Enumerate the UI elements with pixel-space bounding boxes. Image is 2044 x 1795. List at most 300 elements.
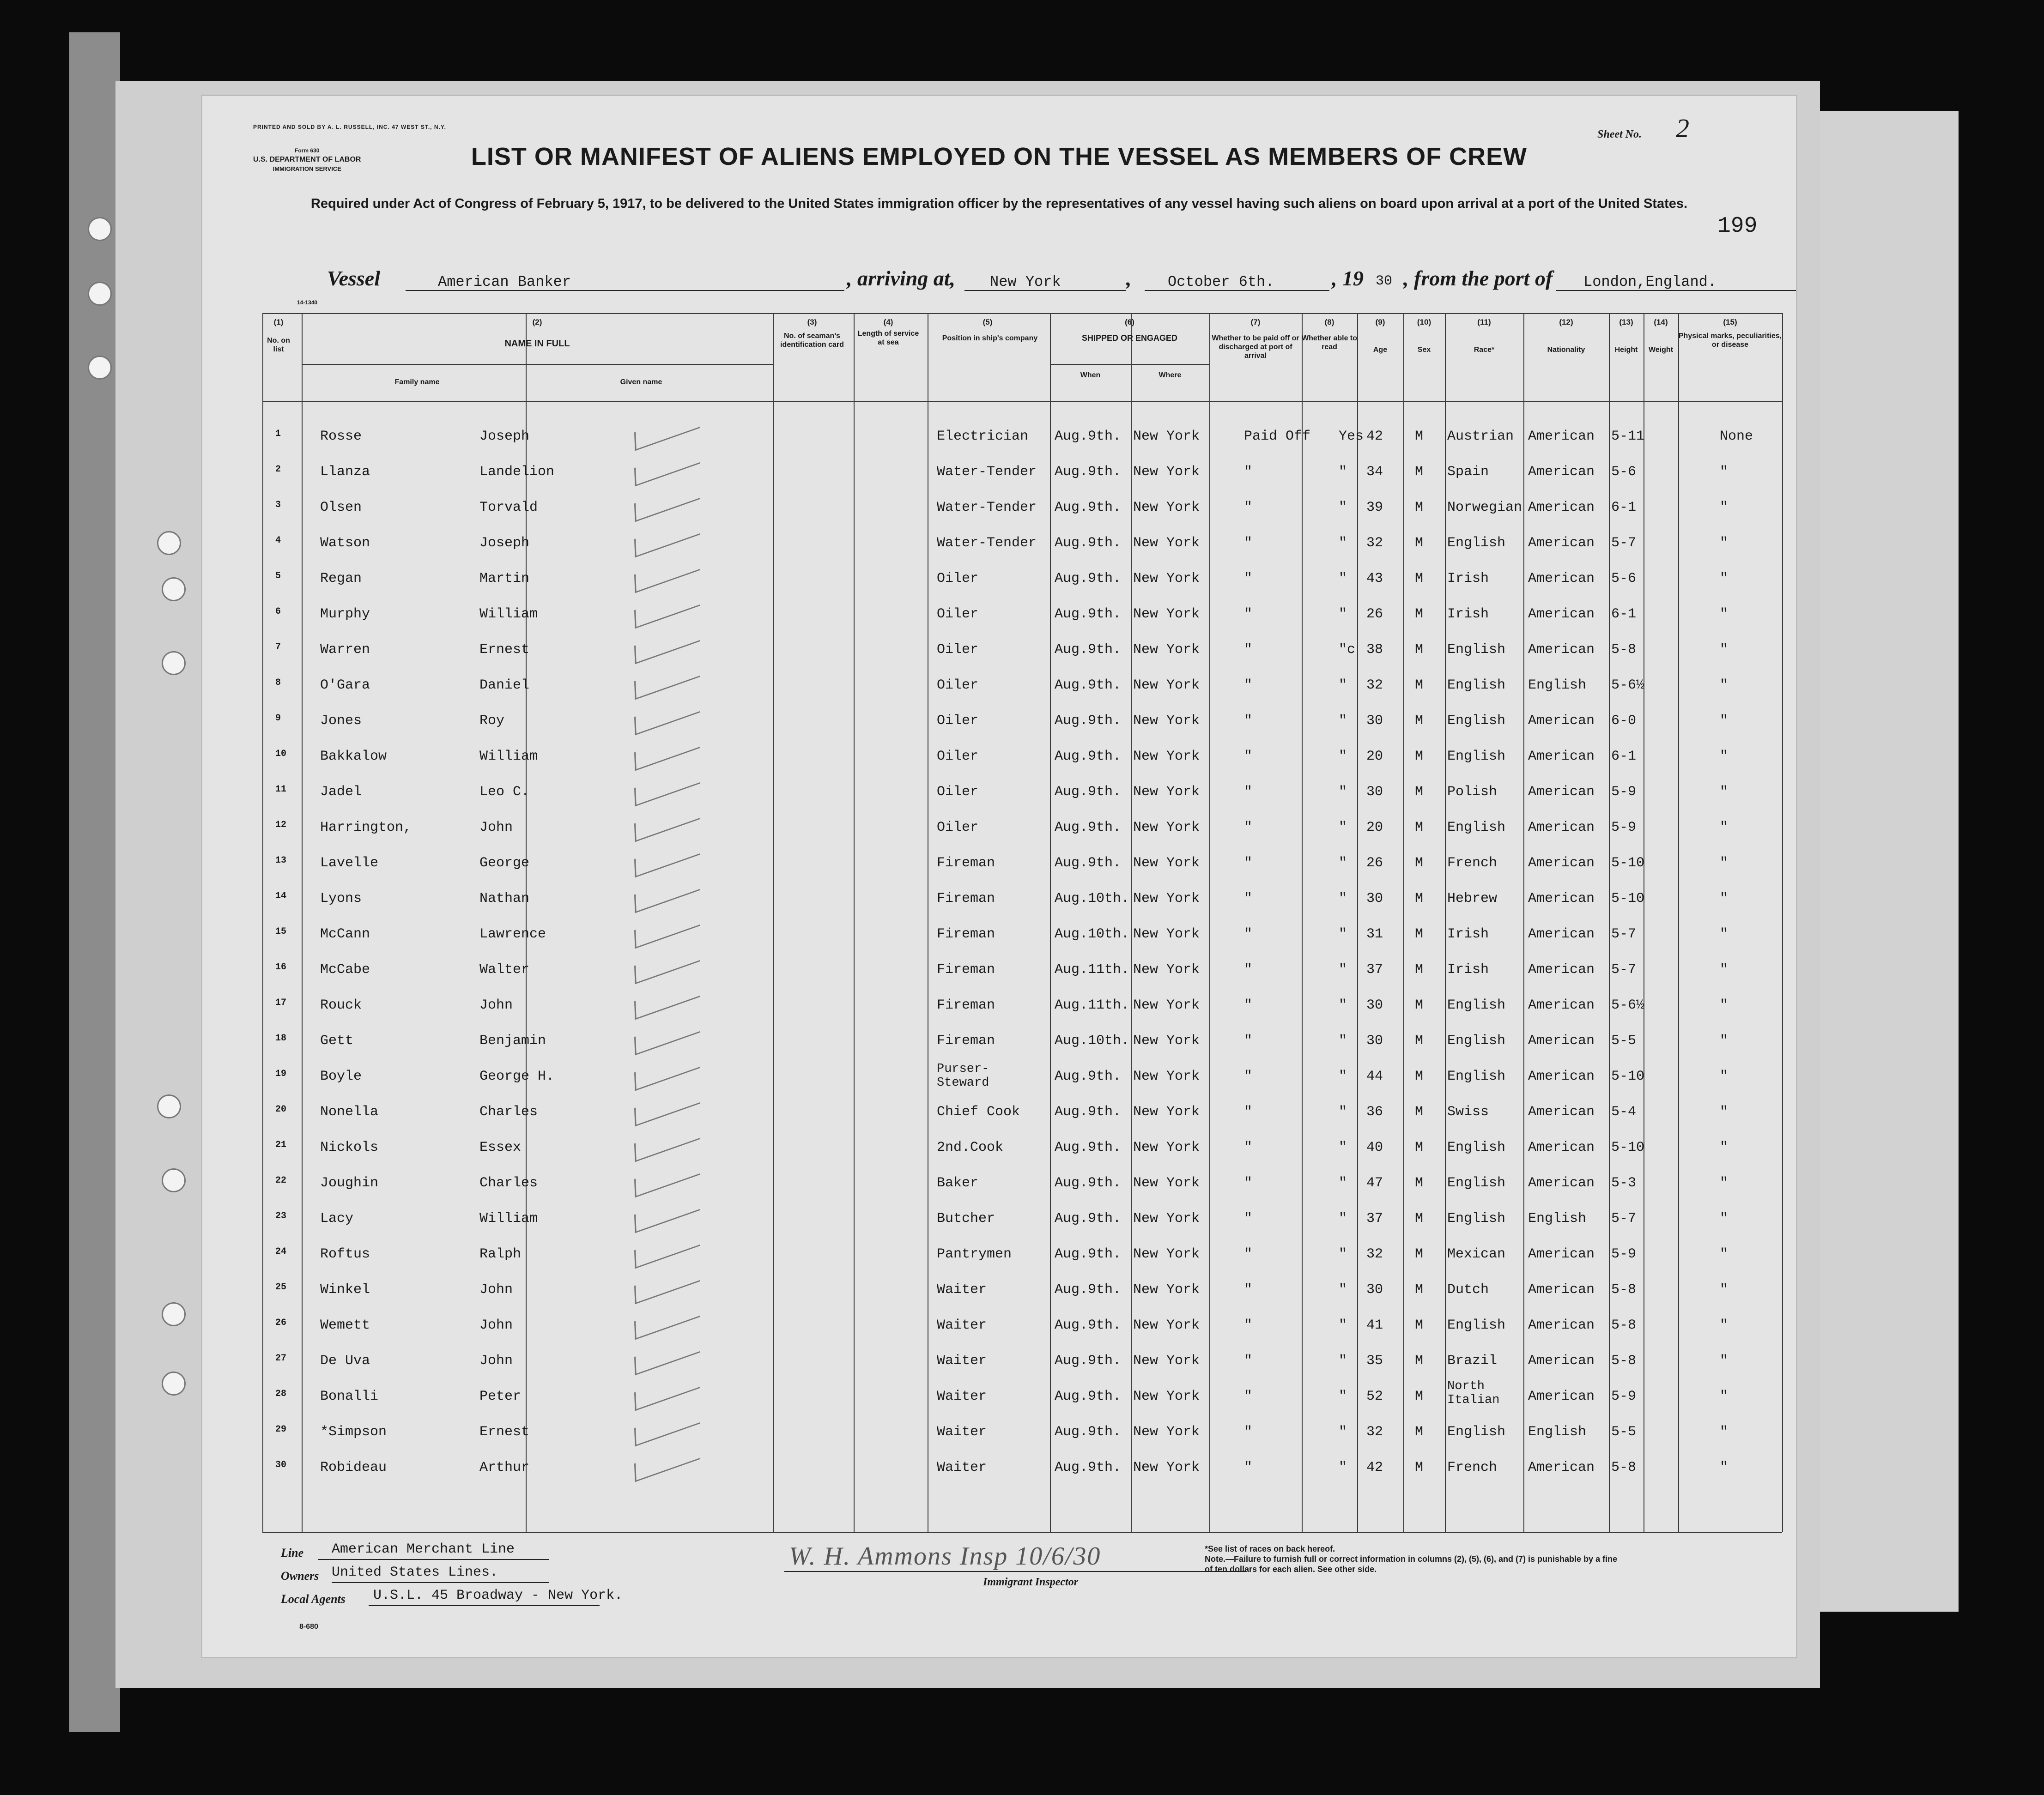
agents-label: Local Agents	[281, 1592, 346, 1606]
col1-number: (1)	[273, 318, 284, 326]
cell-shipped-when: Aug.9th.	[1055, 1104, 1122, 1120]
punch-hole	[162, 577, 186, 601]
cell-row-number: 6	[275, 606, 281, 617]
cell-position: Water-Tender	[937, 500, 1037, 515]
cell-given-name: Ernest	[479, 1424, 530, 1440]
cell-paid-off: "	[1244, 677, 1253, 693]
cell-paid-off: "	[1244, 1424, 1253, 1440]
cell-paid-off: "	[1244, 535, 1253, 551]
cell-shipped-where: New York	[1133, 606, 1200, 622]
grid-hline	[262, 313, 1782, 314]
cell-given-name: Charles	[479, 1175, 538, 1191]
cell-sex: M	[1415, 1460, 1424, 1475]
cell-height: 5-10	[1611, 891, 1645, 907]
cell-able-to-read: "	[1339, 1104, 1347, 1120]
cell-age: 26	[1366, 855, 1383, 871]
col6-number: (6)	[1125, 318, 1134, 326]
col8-header: Whether able to read	[1302, 334, 1358, 351]
table-row	[202, 1348, 1796, 1383]
cell-height: 5-8	[1611, 1460, 1637, 1475]
table-row	[202, 1379, 1796, 1418]
table-row	[202, 886, 1796, 920]
cell-race: English	[1447, 535, 1506, 551]
cell-able-to-read: "	[1339, 962, 1347, 978]
form-reference: Form 630	[295, 147, 320, 154]
cell-given-name: Roy	[479, 713, 505, 729]
cell-nationality: American	[1528, 926, 1595, 942]
cell-position: Waiter	[937, 1424, 987, 1440]
cell-shipped-where: New York	[1133, 820, 1200, 835]
cell-family-name: O'Gara	[320, 677, 370, 693]
line-value: American Merchant Line	[332, 1541, 515, 1557]
cell-race: Swiss	[1447, 1104, 1489, 1120]
punch-hole	[88, 356, 112, 380]
col10-header: Sex	[1417, 346, 1431, 354]
cell-height: 5-8	[1611, 1282, 1637, 1298]
table-row	[202, 815, 1796, 849]
cell-family-name: Lacy	[320, 1211, 354, 1227]
col2-header: NAME IN FULL	[504, 338, 570, 349]
cell-family-name: Harrington,	[320, 820, 412, 835]
cell-nationality: American	[1528, 1140, 1595, 1155]
col14-number: (14)	[1654, 318, 1668, 326]
cell-able-to-read: "c	[1339, 642, 1356, 658]
table-row	[202, 851, 1796, 885]
cell-nationality: American	[1528, 855, 1595, 871]
cell-physical-marks: "	[1720, 713, 1729, 729]
cell-height: 5-8	[1611, 642, 1637, 658]
cell-given-name: William	[479, 1211, 538, 1227]
table-row	[202, 637, 1796, 671]
cell-age: 44	[1366, 1069, 1383, 1084]
cell-able-to-read: "	[1339, 1389, 1347, 1404]
cell-shipped-where: New York	[1133, 962, 1200, 978]
cell-shipped-when: Aug.9th.	[1055, 1353, 1122, 1369]
cell-height: 6-1	[1611, 606, 1637, 622]
cell-row-number: 21	[275, 1140, 287, 1150]
cell-height: 5-7	[1611, 535, 1637, 551]
cell-physical-marks: "	[1720, 464, 1729, 480]
cell-given-name: George	[479, 855, 530, 871]
col4-header: Length of service at sea	[857, 330, 919, 346]
cell-age: 30	[1366, 891, 1383, 907]
cell-race: Irish	[1447, 962, 1489, 978]
cell-given-name: Martin	[479, 571, 530, 586]
cell-nationality: American	[1528, 1246, 1595, 1262]
cell-able-to-read: "	[1339, 500, 1347, 515]
table-row	[202, 922, 1796, 956]
cell-position: Waiter	[937, 1460, 987, 1475]
cell-race: Brazil	[1447, 1353, 1498, 1369]
cell-shipped-when: Aug.9th.	[1055, 713, 1122, 729]
cell-family-name: Wemett	[320, 1318, 370, 1333]
cell-shipped-where: New York	[1133, 1175, 1200, 1191]
cell-position: Oiler	[937, 606, 979, 622]
footnote-penalty: Note.—Failure to furnish full or correct information in columns (2), (5), (6), and (7) is punishable by a fine of ten dollars for each alien. See other side.	[1205, 1554, 1618, 1574]
cell-family-name: Regan	[320, 571, 362, 586]
cell-family-name: *Simpson	[320, 1424, 387, 1440]
cell-nationality: American	[1528, 784, 1595, 800]
cell-family-name: Joughin	[320, 1175, 379, 1191]
table-row	[202, 1277, 1796, 1311]
table-row	[202, 1313, 1796, 1347]
cell-able-to-read: "	[1339, 855, 1347, 871]
vessel-label: Vessel	[327, 266, 380, 290]
cell-position: Oiler	[937, 713, 979, 729]
table-row	[202, 1455, 1796, 1489]
cell-family-name: Bonalli	[320, 1389, 379, 1404]
cell-paid-off: "	[1244, 606, 1253, 622]
cell-age: 32	[1366, 535, 1383, 551]
cell-shipped-where: New York	[1133, 926, 1200, 942]
cell-position: Pantrymen	[937, 1246, 1012, 1262]
cell-shipped-where: New York	[1133, 677, 1200, 693]
cell-position: Waiter	[937, 1318, 987, 1333]
cell-given-name: Arthur	[479, 1460, 530, 1475]
footnote	[1205, 1544, 1620, 1574]
cell-position: Oiler	[937, 820, 979, 835]
cell-sex: M	[1415, 1424, 1424, 1440]
cell-shipped-where: New York	[1133, 784, 1200, 800]
cell-nationality: American	[1528, 464, 1595, 480]
cell-shipped-where: New York	[1133, 891, 1200, 907]
cell-able-to-read: "	[1339, 1353, 1347, 1369]
cell-age: 20	[1366, 749, 1383, 764]
vessel-line: Vessel American Banker , arriving at, New York , October 6th. , 19 30 , from the port of London,England.	[202, 266, 1796, 298]
cell-race: Austrian	[1447, 429, 1514, 444]
cell-height: 6-0	[1611, 713, 1637, 729]
cell-sex: M	[1415, 1033, 1424, 1049]
cell-height: 5-7	[1611, 926, 1637, 942]
cell-family-name: Llanza	[320, 464, 370, 480]
cell-height: 5-9	[1611, 820, 1637, 835]
cell-able-to-read: "	[1339, 1069, 1347, 1084]
cell-physical-marks: "	[1720, 1389, 1729, 1404]
cell-physical-marks: "	[1720, 820, 1729, 835]
cell-row-number: 3	[275, 500, 281, 510]
cell-given-name: William	[479, 606, 538, 622]
cell-race: Polish	[1447, 784, 1498, 800]
arriving-port: New York	[990, 273, 1061, 290]
cell-position: Oiler	[937, 677, 979, 693]
cell-physical-marks: "	[1720, 571, 1729, 586]
table-row	[202, 531, 1796, 565]
cell-race: Irish	[1447, 571, 1489, 586]
cell-age: 35	[1366, 1353, 1383, 1369]
cell-height: 5-9	[1611, 1246, 1637, 1262]
footnote-races: *See list of races on back hereof.	[1205, 1544, 1335, 1553]
cell-age: 39	[1366, 500, 1383, 515]
cell-sex: M	[1415, 713, 1424, 729]
cell-paid-off: "	[1244, 1033, 1253, 1049]
cell-nationality: English	[1528, 1424, 1587, 1440]
col9-header: Age	[1373, 346, 1388, 354]
cell-able-to-read: "	[1339, 713, 1347, 729]
cell-paid-off: "	[1244, 1211, 1253, 1227]
cell-physical-marks: "	[1720, 1033, 1729, 1049]
from-label: , from the port of	[1403, 266, 1553, 290]
cell-physical-marks: "	[1720, 677, 1729, 693]
cell-race: English	[1447, 1211, 1506, 1227]
cell-position: Oiler	[937, 571, 979, 586]
inspector-label: Immigrant Inspector	[983, 1576, 1079, 1588]
cell-family-name: McCabe	[320, 962, 370, 978]
col2-number: (2)	[532, 318, 542, 326]
cell-height: 5-6½	[1611, 997, 1645, 1013]
cell-given-name: Essex	[479, 1140, 522, 1155]
col10-number: (10)	[1417, 318, 1431, 326]
cell-age: 31	[1366, 926, 1383, 942]
cell-able-to-read: "	[1339, 1211, 1347, 1227]
cell-family-name: Murphy	[320, 606, 370, 622]
cell-paid-off: "	[1244, 1175, 1253, 1191]
cell-position: Butcher	[937, 1211, 995, 1227]
cell-position: Fireman	[937, 1033, 995, 1049]
cell-physical-marks: "	[1720, 500, 1729, 515]
col2-given-header: Given name	[620, 378, 662, 386]
cell-paid-off: "	[1244, 1104, 1253, 1120]
cell-paid-off: "	[1244, 784, 1253, 800]
col8-number: (8)	[1324, 318, 1334, 326]
table-row	[202, 1420, 1796, 1454]
punch-hole	[157, 531, 181, 555]
cell-height: 5-6	[1611, 571, 1637, 586]
grid-hline	[1050, 364, 1209, 365]
cell-row-number: 29	[275, 1424, 287, 1435]
cell-height: 5-4	[1611, 1104, 1637, 1120]
cell-given-name: William	[479, 749, 538, 764]
cell-shipped-when: Aug.9th.	[1055, 1424, 1122, 1440]
cell-sex: M	[1415, 1211, 1424, 1227]
cell-height: 6-1	[1611, 749, 1637, 764]
cell-age: 30	[1366, 784, 1383, 800]
cell-race: Irish	[1447, 606, 1489, 622]
cell-age: 26	[1366, 606, 1383, 622]
cell-nationality: American	[1528, 429, 1595, 444]
cell-family-name: Jones	[320, 713, 362, 729]
col1-header: No. on list	[267, 337, 290, 353]
grid-hline	[262, 1532, 1782, 1533]
cell-height: 5-6½	[1611, 677, 1645, 693]
col7-number: (7)	[1250, 318, 1261, 326]
cell-sex: M	[1415, 855, 1424, 871]
cell-physical-marks: "	[1720, 606, 1729, 622]
cell-height: 5-5	[1611, 1424, 1637, 1440]
cell-shipped-when: Aug.9th.	[1055, 1246, 1122, 1262]
grid-hline	[262, 401, 1782, 402]
cell-able-to-read: "	[1339, 677, 1347, 693]
cell-nationality: American	[1528, 1389, 1595, 1404]
cell-shipped-when: Aug.9th.	[1055, 1140, 1122, 1155]
cell-age: 32	[1366, 677, 1383, 693]
cell-age: 40	[1366, 1140, 1383, 1155]
cell-row-number: 12	[275, 820, 287, 830]
cell-age: 47	[1366, 1175, 1383, 1191]
cell-height: 5-9	[1611, 1389, 1637, 1404]
cell-age: 38	[1366, 642, 1383, 658]
table-row	[202, 566, 1796, 600]
cell-nationality: American	[1528, 962, 1595, 978]
cell-race: North Italian	[1447, 1379, 1500, 1407]
cell-age: 52	[1366, 1389, 1383, 1404]
cell-physical-marks: "	[1720, 1246, 1729, 1262]
table-row	[202, 1064, 1796, 1098]
from-port: London,England.	[1583, 273, 1717, 290]
punch-hole	[162, 1372, 186, 1396]
cell-shipped-when: Aug.9th.	[1055, 1069, 1122, 1084]
cell-age: 30	[1366, 1033, 1383, 1049]
cell-race: Hebrew	[1447, 891, 1498, 907]
cell-sex: M	[1415, 1246, 1424, 1262]
cell-nationality: American	[1528, 713, 1595, 729]
cell-row-number: 7	[275, 642, 281, 653]
table-row	[202, 1028, 1796, 1063]
cell-family-name: Olsen	[320, 500, 362, 515]
cell-paid-off: "	[1244, 997, 1253, 1013]
cell-position: Waiter	[937, 1353, 987, 1369]
cell-row-number: 14	[275, 891, 287, 901]
cell-able-to-read: "	[1339, 784, 1347, 800]
cell-nationality: American	[1528, 571, 1595, 586]
col11-number: (11)	[1477, 318, 1491, 326]
cell-age: 43	[1366, 571, 1383, 586]
cell-paid-off: "	[1244, 891, 1253, 907]
cell-given-name: Benjamin	[479, 1033, 546, 1049]
table-row	[202, 1135, 1796, 1169]
punch-hole	[162, 1168, 186, 1192]
cell-able-to-read: "	[1339, 535, 1347, 551]
cell-shipped-when: Aug.9th.	[1055, 1318, 1122, 1333]
cell-shipped-when: Aug.9th.	[1055, 500, 1122, 515]
cell-shipped-when: Aug.9th.	[1055, 820, 1122, 835]
cell-position: Waiter	[937, 1282, 987, 1298]
table-row	[202, 744, 1796, 778]
cell-race: English	[1447, 713, 1506, 729]
cell-shipped-where: New York	[1133, 1389, 1200, 1404]
punch-hole	[88, 217, 112, 241]
cell-able-to-read: "	[1339, 1140, 1347, 1155]
col3-number: (3)	[807, 318, 817, 326]
cell-sex: M	[1415, 1140, 1424, 1155]
cell-paid-off: "	[1244, 713, 1253, 729]
cell-age: 37	[1366, 1211, 1383, 1227]
cell-shipped-when: Aug.9th.	[1055, 464, 1122, 480]
cell-sex: M	[1415, 962, 1424, 978]
cell-height: 5-11	[1611, 429, 1645, 444]
cell-height: 5-10	[1611, 1069, 1645, 1084]
cell-family-name: Nickols	[320, 1140, 379, 1155]
cell-shipped-when: Aug.9th.	[1055, 1389, 1122, 1404]
cell-given-name: John	[479, 1318, 513, 1333]
cell-race: English	[1447, 1140, 1506, 1155]
cell-given-name: Lawrence	[479, 926, 546, 942]
cell-race: French	[1447, 855, 1498, 871]
cell-row-number: 30	[275, 1460, 287, 1470]
cell-family-name: McCann	[320, 926, 370, 942]
cell-position: Fireman	[937, 997, 995, 1013]
cell-paid-off: "	[1244, 926, 1253, 942]
cell-row-number: 25	[275, 1282, 287, 1293]
cell-family-name: Boyle	[320, 1069, 362, 1084]
cell-paid-off: "	[1244, 1353, 1253, 1369]
cell-sex: M	[1415, 1069, 1424, 1084]
check-mark-icon	[634, 410, 700, 451]
cell-able-to-read: "	[1339, 606, 1347, 622]
col6-when-header: When	[1080, 371, 1101, 379]
cell-physical-marks: "	[1720, 855, 1729, 871]
cell-shipped-where: New York	[1133, 1282, 1200, 1298]
cell-paid-off: "	[1244, 1282, 1253, 1298]
cell-able-to-read: "	[1339, 997, 1347, 1013]
table-row	[202, 708, 1796, 743]
cell-shipped-where: New York	[1133, 642, 1200, 658]
cell-age: 41	[1366, 1318, 1383, 1333]
cell-sex: M	[1415, 500, 1424, 515]
cell-able-to-read: "	[1339, 749, 1347, 764]
manifest-page	[201, 95, 1797, 1658]
table-row	[202, 993, 1796, 1027]
cell-paid-off: "	[1244, 1389, 1253, 1404]
cell-row-number: 27	[275, 1353, 287, 1364]
cell-row-number: 1	[275, 429, 281, 439]
cell-row-number: 9	[275, 713, 281, 724]
cell-sex: M	[1415, 926, 1424, 942]
cell-physical-marks: "	[1720, 891, 1729, 907]
cell-given-name: Peter	[479, 1389, 522, 1404]
stamp-number: 199	[1717, 214, 1758, 239]
cell-position: Purser-Steward	[937, 1062, 989, 1090]
cell-physical-marks: "	[1720, 1069, 1729, 1084]
year-suffix: 30	[1376, 273, 1393, 289]
cell-age: 30	[1366, 1282, 1383, 1298]
cell-nationality: American	[1528, 1460, 1595, 1475]
cell-row-number: 16	[275, 962, 287, 973]
cell-nationality: American	[1528, 642, 1595, 658]
col6-header: SHIPPED OR ENGAGED	[1081, 333, 1178, 343]
cell-sex: M	[1415, 1318, 1424, 1333]
cell-height: 5-9	[1611, 784, 1637, 800]
cell-given-name: Daniel	[479, 677, 530, 693]
cell-shipped-when: Aug.10th.	[1055, 926, 1130, 942]
cell-able-to-read: "	[1339, 891, 1347, 907]
cell-sex: M	[1415, 1175, 1424, 1191]
agents-value: U.S.L. 45 Broadway - New York.	[373, 1588, 623, 1603]
cell-nationality: American	[1528, 891, 1595, 907]
cell-nationality: American	[1528, 749, 1595, 764]
cell-nationality: American	[1528, 1282, 1595, 1298]
cell-height: 5-5	[1611, 1033, 1637, 1049]
cell-sex: M	[1415, 997, 1424, 1013]
col3-header: No. of seaman's identification card	[780, 332, 844, 349]
cell-age: 42	[1366, 429, 1383, 444]
col11-header: Race*	[1474, 346, 1495, 354]
punch-hole	[162, 651, 186, 675]
table-row	[202, 1206, 1796, 1240]
cell-paid-off: "	[1244, 464, 1253, 480]
col13-number: (13)	[1619, 318, 1633, 326]
cell-row-number: 28	[275, 1389, 287, 1399]
cell-physical-marks: "	[1720, 1282, 1729, 1298]
cell-shipped-when: Aug.11th.	[1055, 962, 1130, 978]
cell-paid-off: "	[1244, 642, 1253, 658]
cell-row-number: 10	[275, 749, 287, 759]
cell-race: Mexican	[1447, 1246, 1506, 1262]
cell-physical-marks: "	[1720, 1140, 1729, 1155]
col12-header: Nationality	[1547, 346, 1585, 354]
cell-race: Irish	[1447, 926, 1489, 942]
cell-physical-marks: "	[1720, 749, 1729, 764]
cell-position: Fireman	[937, 891, 995, 907]
